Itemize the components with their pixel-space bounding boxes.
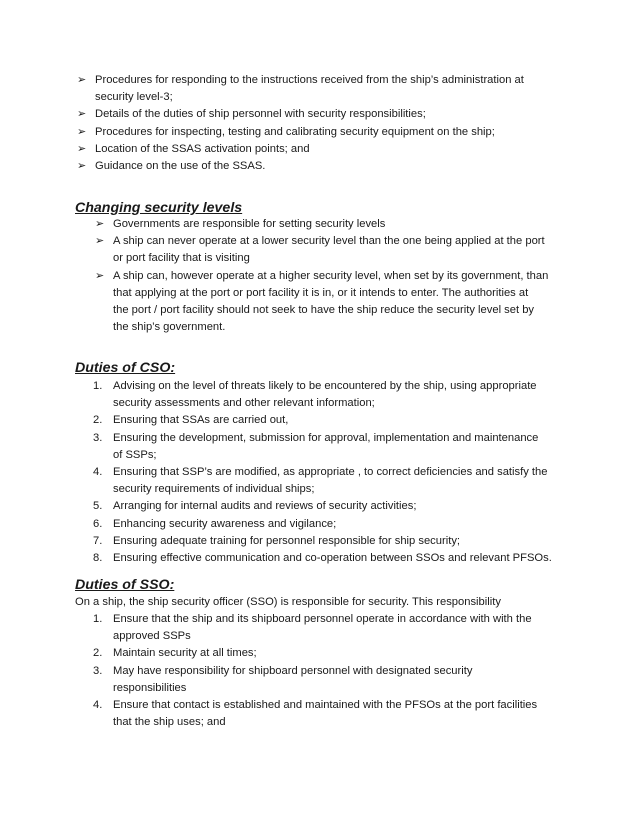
item-number: 4. bbox=[93, 699, 103, 712]
list-item-text: Location of the SSAS activation points; and bbox=[95, 142, 310, 155]
list-item-text: that applying at the port or port facility it is in, or it intends to enter. The authorities at bbox=[113, 286, 529, 299]
list-item-text: security level-3; bbox=[95, 91, 173, 104]
list-item-text: Procedures for responding to the instructions received from the ship’s administration at bbox=[95, 74, 524, 86]
list-item-text: A ship can, however operate at a higher security level, when set by its government, than bbox=[113, 269, 549, 282]
list-item-text: security assessments and other relevant information; bbox=[113, 397, 375, 410]
list-item-text: that the ship uses; and bbox=[113, 716, 226, 729]
list-item-text: Ensuring that SSP’s are modified, as appropriate , to correct deficiencies and satisfy the bbox=[113, 466, 548, 479]
item-number: 8. bbox=[93, 552, 103, 565]
arrow-bullet-icon: ➢ bbox=[77, 142, 87, 155]
list-item-text: Details of the duties of ship personnel with security responsibilities; bbox=[95, 108, 426, 121]
item-number: 1. bbox=[93, 380, 103, 392]
list-item bbox=[95, 216, 565, 233]
list-item bbox=[93, 550, 565, 567]
list-item-text: Enhancing security awareness and vigilance; bbox=[113, 517, 337, 530]
list-item-text: Ensuring effective communication and co-operation between SSOs and relevant PFSOs. bbox=[113, 552, 552, 565]
item-number: 2. bbox=[93, 647, 103, 660]
list-item-text: the ship’s government. bbox=[113, 321, 226, 334]
list-item-text: Ensuring that SSAs are carried out, bbox=[113, 414, 289, 427]
list-item-text: Arranging for internal audits and reviews of security activities; bbox=[113, 500, 417, 513]
list-item bbox=[77, 141, 575, 158]
intro-bullet-list bbox=[77, 72, 575, 175]
list-item-text: responsibilities bbox=[113, 681, 187, 694]
list-item-text: of SSPs; bbox=[113, 448, 157, 461]
arrow-bullet-icon: ➢ bbox=[77, 160, 87, 173]
list-item-text: or port facility that is visiting bbox=[113, 252, 250, 265]
list-item-text: the port / port facility should not seek to have the ship reduce the security level set by bbox=[113, 304, 535, 317]
list-item-text: Procedures for inspecting, testing and calibrating security equipment on the ship; bbox=[95, 125, 495, 138]
list-item-text: security requirements of individual ships; bbox=[113, 483, 315, 496]
item-number: 6. bbox=[93, 517, 103, 530]
list-item bbox=[93, 645, 565, 662]
arrow-bullet-icon: ➢ bbox=[95, 235, 105, 248]
cso-duties-list bbox=[93, 378, 565, 567]
heading-changing-security-levels: Changing security levels bbox=[75, 200, 243, 216]
list-item-text: A ship can never operate at a lower security level than the one being applied at the port bbox=[113, 235, 545, 248]
list-item bbox=[93, 430, 565, 464]
item-number: 2. bbox=[93, 414, 103, 427]
arrow-bullet-icon: ➢ bbox=[77, 74, 87, 86]
list-item bbox=[93, 498, 565, 515]
list-item-text: Guidance on the use of the SSAS. bbox=[95, 160, 266, 173]
list-item-text: Ensuring adequate training for personnel responsible for ship security; bbox=[113, 534, 461, 547]
list-item bbox=[93, 516, 565, 533]
item-number: 4. bbox=[93, 466, 103, 479]
list-item-text: Ensuring the development, submission for approval, implementation and maintenance bbox=[113, 431, 539, 444]
item-number: 5. bbox=[93, 500, 103, 513]
list-item bbox=[77, 124, 575, 141]
list-item bbox=[95, 268, 565, 337]
list-item bbox=[77, 158, 575, 175]
arrow-bullet-icon: ➢ bbox=[95, 218, 105, 230]
list-item bbox=[93, 533, 565, 550]
list-item-text: approved SSPs bbox=[113, 630, 191, 643]
list-item bbox=[93, 663, 565, 697]
list-item bbox=[77, 106, 575, 123]
item-number: 1. bbox=[93, 613, 103, 625]
list-item-text: Advising on the level of threats likely to be encountered by the ship, using appropriate bbox=[113, 380, 537, 392]
changing-bullet-list bbox=[95, 216, 565, 336]
sso-duties-list bbox=[93, 611, 565, 731]
list-item-text: Ensure that the ship and its shipboard personnel operate in accordance with with the bbox=[113, 613, 532, 625]
list-item bbox=[95, 233, 565, 267]
arrow-bullet-icon: ➢ bbox=[77, 108, 87, 121]
sso-intro-paragraph: On a ship, the ship security officer (SSO) is responsible for security. This responsibility bbox=[75, 596, 501, 608]
heading-duties-of-sso: Duties of SSO: bbox=[75, 577, 175, 593]
list-item bbox=[93, 412, 565, 429]
list-item bbox=[93, 378, 565, 412]
list-item-text: May have responsibility for shipboard personnel with designated security bbox=[113, 664, 473, 677]
list-item bbox=[93, 464, 565, 498]
item-number: 3. bbox=[93, 431, 103, 444]
heading-duties-of-cso: Duties of CSO: bbox=[75, 360, 176, 376]
list-item-text: Ensure that contact is established and maintained with the PFSOs at the port facilities bbox=[113, 699, 538, 712]
list-item-text: Maintain security at all times; bbox=[113, 647, 257, 660]
list-item-text: Governments are responsible for setting security levels bbox=[113, 218, 386, 230]
list-item bbox=[77, 72, 575, 106]
arrow-bullet-icon: ➢ bbox=[95, 269, 105, 282]
item-number: 7. bbox=[93, 534, 103, 547]
arrow-bullet-icon: ➢ bbox=[77, 125, 87, 138]
list-item bbox=[93, 697, 565, 731]
item-number: 3. bbox=[93, 664, 103, 677]
list-item bbox=[93, 611, 565, 645]
